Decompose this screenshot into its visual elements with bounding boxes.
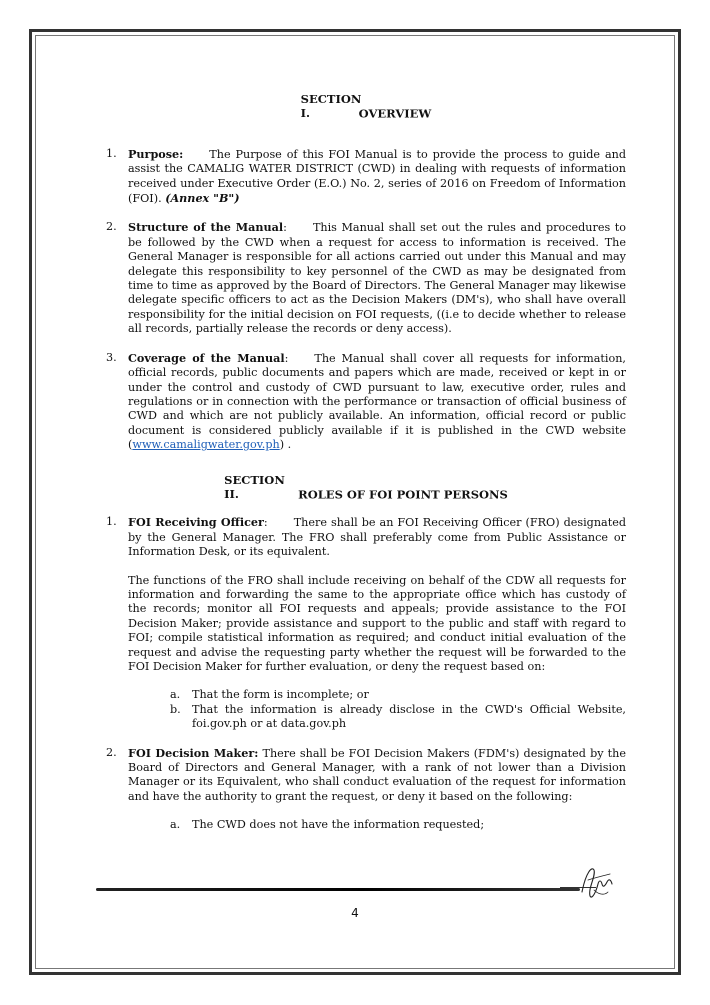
item-text: There shall be FOI Decision Makers (FDM's) designated by the Board of Directors and General Manager, with a rank of not lower than a Division Manager or its Equivalent, who shall conduct evaluation of the request for information and have the authority to grant the request, or deny it based on the following: <box>128 746 626 803</box>
list-item-decision-maker <box>106 746 626 833</box>
list-item-coverage <box>106 351 626 453</box>
list-item-purpose <box>106 147 626 207</box>
list-marker: 1. <box>106 146 117 160</box>
sub-list-item <box>170 688 626 702</box>
sub-list-item <box>170 703 626 732</box>
item-label-colon: : <box>263 516 268 530</box>
list-marker: 2. <box>106 220 117 234</box>
sub-list <box>128 688 626 731</box>
sub-list-item <box>170 818 626 832</box>
annex-reference: (Annex "B") <box>165 191 240 206</box>
list-marker: 1. <box>106 515 117 529</box>
item-text: The Manual shall cover all requests for information, official records, public documents and papers which are made, received or kept in or under the control and custody of CWD pursuant to law, executive order, rules and regulations or in connection with the performance or transaction of official business of CWD and which are not publicly available. An information, official record or public document is considered publicly available if it is published in the CWD website ( <box>128 351 626 452</box>
item-label: Purpose: <box>128 146 184 161</box>
list-item-receiving-officer <box>106 515 626 731</box>
list-item-structure <box>106 220 626 336</box>
footer-rule <box>96 888 580 891</box>
sub-list <box>128 818 626 832</box>
website-link[interactable]: www.camaligwater.gov.ph <box>132 438 280 452</box>
list-marker: 2. <box>106 745 117 759</box>
item-text: The Purpose of this FOI Manual is to provide the process to guide and assist the CAMALIG WATER DISTRICT (CWD) in dealing with requests of information received under Executive Order (E.O.) No. 2, series of 2016 on Freedom of Information (FOI). <box>128 147 626 206</box>
item-paragraph <box>128 515 626 559</box>
sub-item-text: That the form is incomplete; or <box>192 688 369 702</box>
item-paragraph <box>128 746 626 805</box>
sub-marker: a. <box>170 688 181 702</box>
item-label: FOI Decision Maker: <box>128 745 259 760</box>
section-1-list <box>106 147 626 453</box>
sub-marker: b. <box>170 702 181 716</box>
section-1-title: OVERVIEW <box>358 106 432 121</box>
sub-marker: a. <box>170 818 181 832</box>
item-label: Coverage of the Manual <box>128 350 285 365</box>
section-1-number: SECTION I. <box>300 92 362 121</box>
item-label: Structure of the Manual <box>128 220 284 235</box>
item-text: This Manual shall set out the rules and procedures to be followed by the CWD when a request for access to information is received. The General Manager is responsible for all actions carried out under this Manual and may delegate this responsibility to key personnel of the CWD as may be designated from time to time as approved by the Board of Directors. The General Manager may likewise delegate specific officers to act as the Decision Makers (DM's), who shall have overall responsibility for the initial decision on FOI requests, ((i.e to decide whether to release all records, partially release the records or deny access). <box>128 221 626 336</box>
item-paragraph-2: The functions of the FRO shall include receiving on behalf of the CDW all requests for information and forwarding the same to the appropriate office which has custody of the records; monitor all FOI requests and appeals; provide assistance to the FOI Decision Maker; provide assistance and support to the public and staff with regard to FOI; compile statistical information as required; and conduct initial evaluation of the request and advise the requesting party whether the request will be forwarded to the FOI Decision Maker for further evaluation, or deny the request based on: <box>128 573 626 673</box>
item-label-colon: : <box>283 221 287 235</box>
section-1-heading <box>106 92 626 121</box>
list-marker: 3. <box>106 350 117 364</box>
item-text-end: ) . <box>279 438 292 452</box>
item-label: FOI Receiving Officer <box>128 515 264 530</box>
section-2-number: SECTION II. <box>224 472 285 501</box>
item-label-colon: : <box>284 351 289 365</box>
signature-initials <box>574 862 618 902</box>
page-number: 4 <box>351 906 359 920</box>
document-body <box>106 92 626 847</box>
section-2-list <box>106 515 626 832</box>
item-text: There shall be an FOI Receiving Officer (FRO) designated by the General Manager. The FRO shall preferably come from Public Assistance or Information Desk, or its equivalent. <box>128 516 627 559</box>
section-2-heading <box>106 473 626 502</box>
sub-item-text: The CWD does not have the information requested; <box>192 818 485 832</box>
section-2-title: ROLES OF FOI POINT PERSONS <box>298 486 508 501</box>
sub-item-text: That the information is already disclose in the CWD's Official Website, foi.gov.ph or at data.gov.ph <box>192 702 626 731</box>
